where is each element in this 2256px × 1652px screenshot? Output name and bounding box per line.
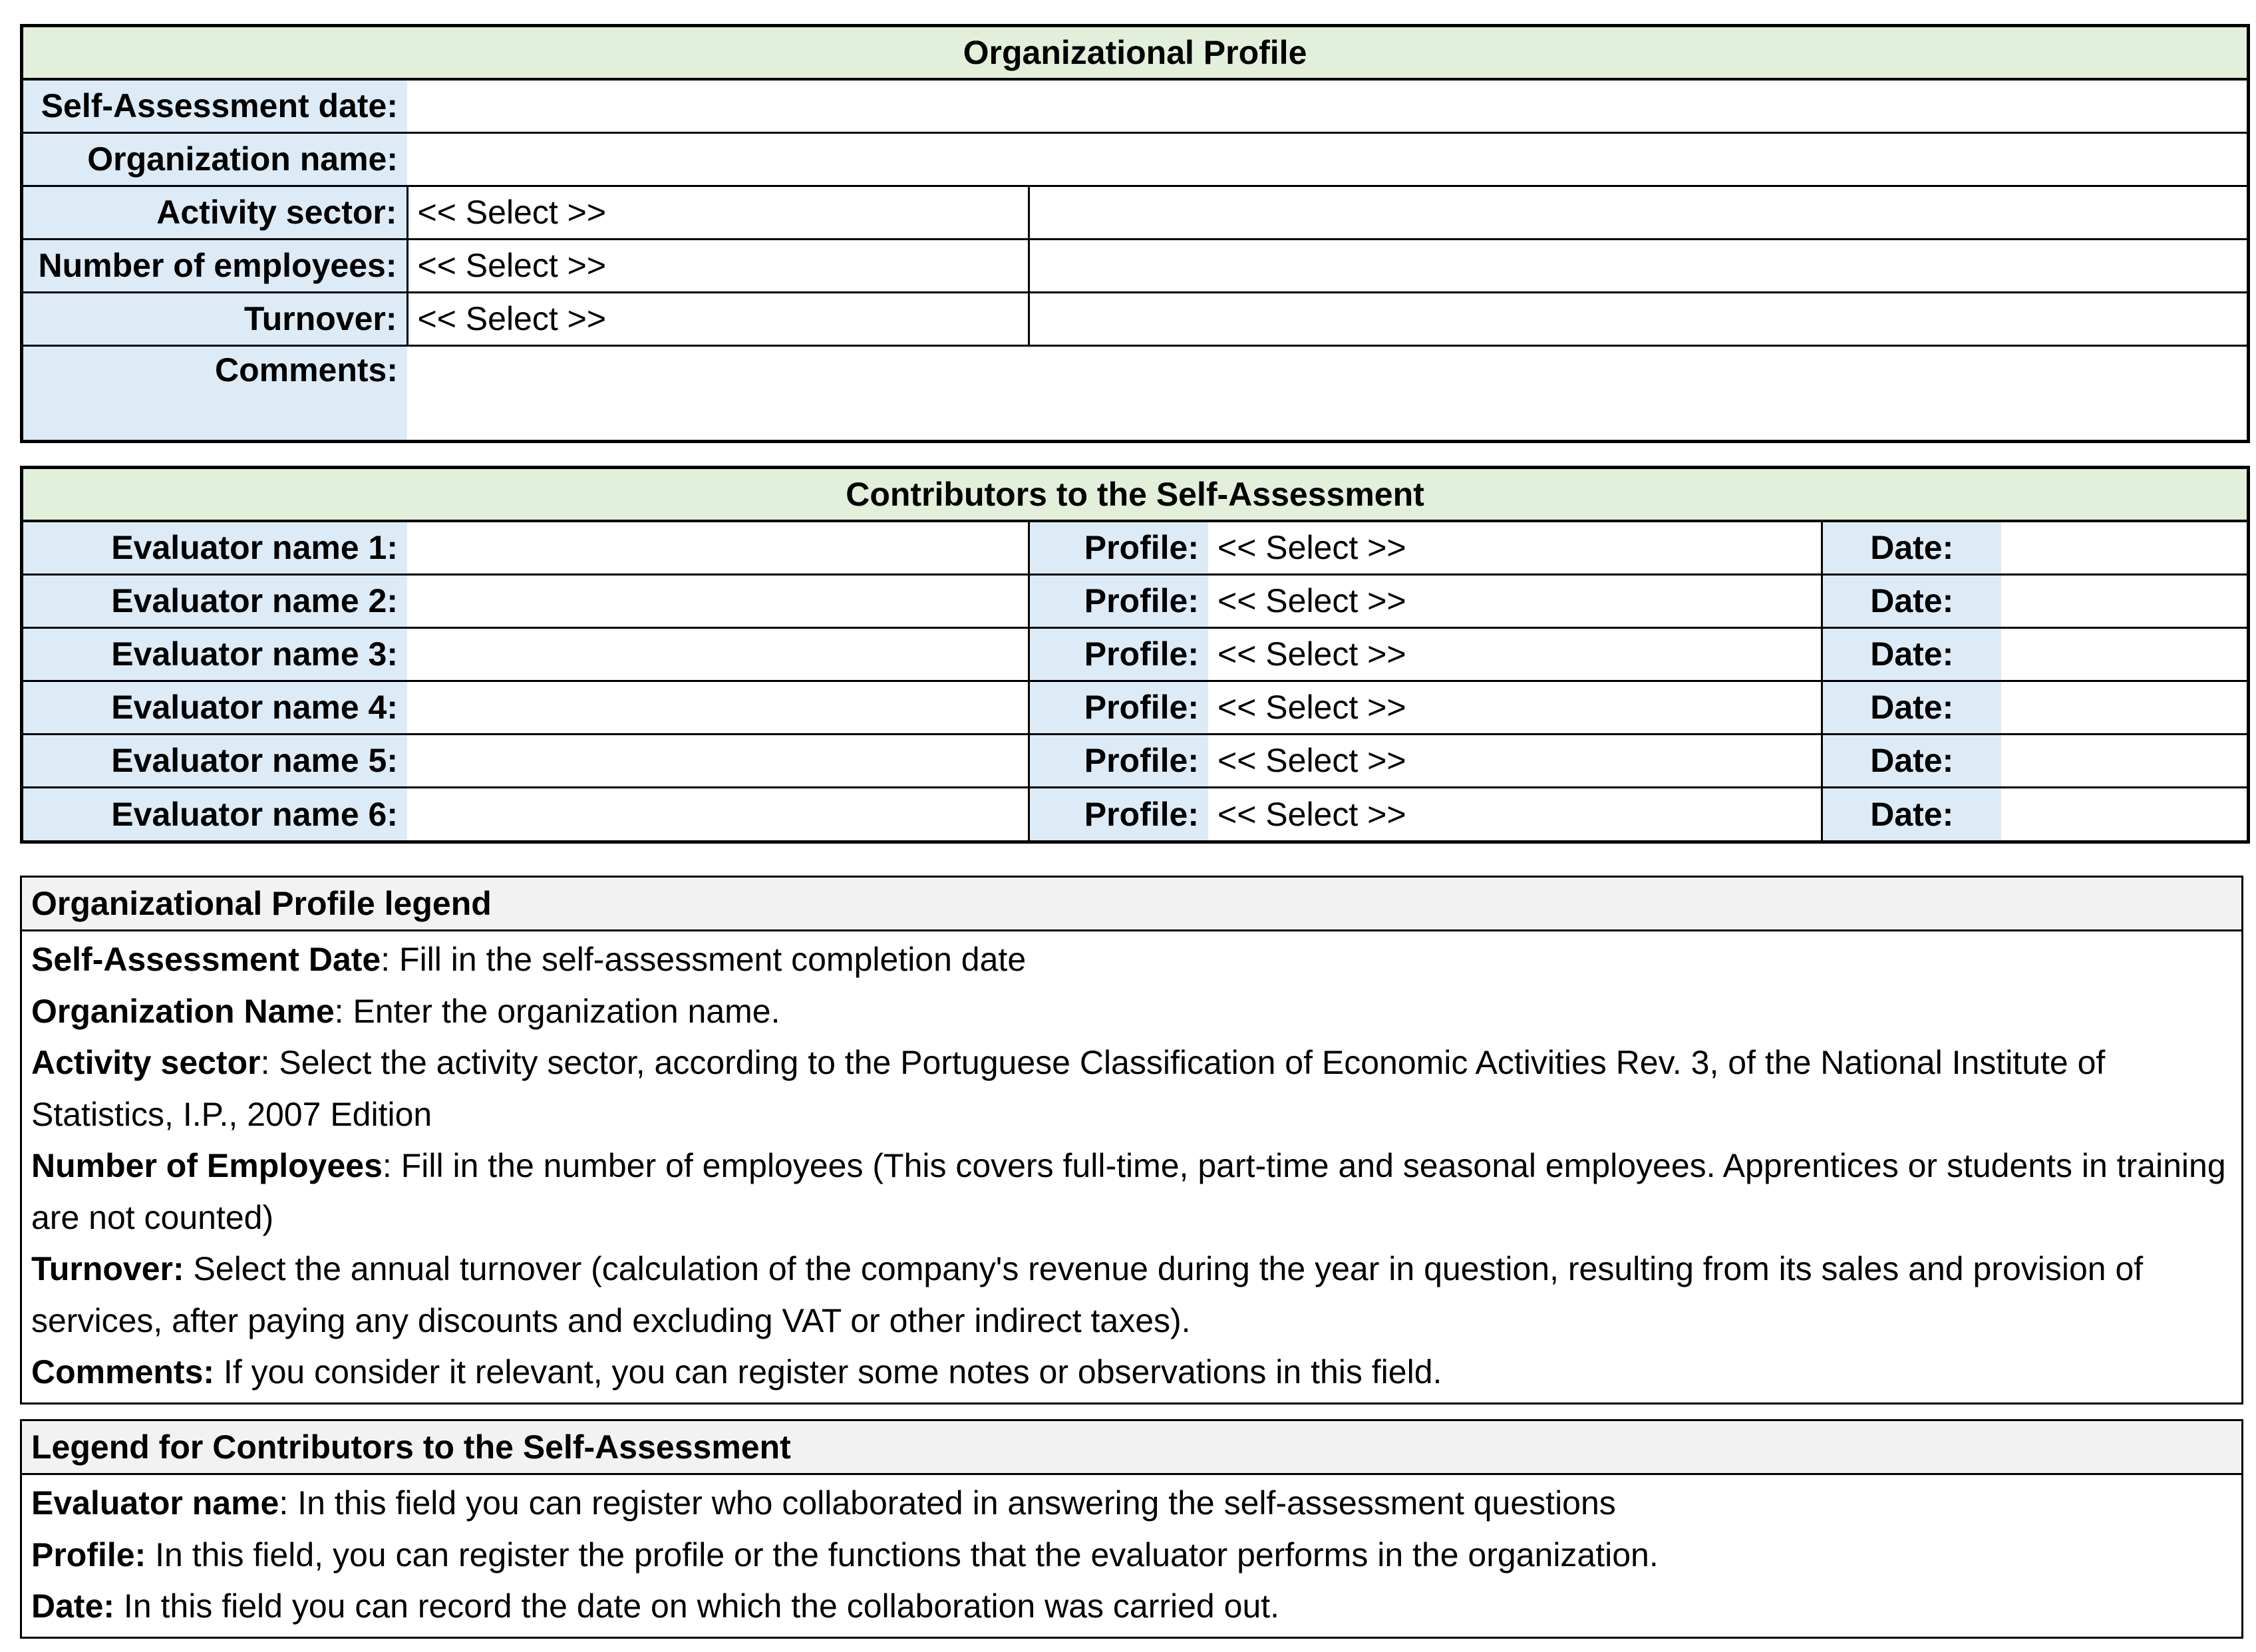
date-label: Date: bbox=[1822, 787, 2001, 840]
evaluator-name-input[interactable] bbox=[407, 681, 1029, 734]
org-profile-legend bbox=[20, 876, 2243, 1404]
legend-term: Comments: bbox=[31, 1353, 215, 1391]
profile-label: Profile: bbox=[1029, 734, 1208, 787]
profile-select[interactable]: << Select >> bbox=[1208, 627, 1822, 681]
organization-name-input[interactable] bbox=[407, 132, 2247, 186]
legend-term-separator: : bbox=[334, 992, 344, 1030]
date-input[interactable] bbox=[2001, 734, 2247, 787]
legend-term: Activity sector bbox=[31, 1044, 261, 1081]
contributor-row bbox=[23, 787, 2247, 840]
turnover-label: Turnover: bbox=[23, 292, 407, 345]
legend-term: Date: bbox=[31, 1587, 115, 1625]
contributors-legend-body bbox=[22, 1475, 2241, 1637]
number-of-employees-select[interactable]: << Select >> bbox=[407, 239, 1029, 292]
legend-description: In this field you can record the date on which the collaboration was carried out. bbox=[114, 1587, 1280, 1625]
comments-input[interactable] bbox=[407, 345, 2247, 440]
organization-name-label: Organization name: bbox=[23, 132, 407, 186]
contributor-row bbox=[23, 734, 2247, 787]
contributor-row bbox=[23, 681, 2247, 734]
evaluator-name-input[interactable] bbox=[407, 787, 1029, 840]
legend-item bbox=[31, 986, 2232, 1038]
date-input[interactable] bbox=[2001, 787, 2247, 840]
legend-item bbox=[31, 1037, 2232, 1140]
contributor-row bbox=[23, 627, 2247, 681]
org-profile-legend-title: Organizational Profile legend bbox=[22, 878, 2241, 931]
legend-term-separator: : bbox=[382, 1147, 392, 1184]
profile-label: Profile: bbox=[1029, 574, 1208, 627]
legend-term-separator: : bbox=[279, 1484, 289, 1522]
profile-label: Profile: bbox=[1029, 521, 1208, 574]
profile-select[interactable]: << Select >> bbox=[1217, 795, 1406, 833]
profile-select[interactable]: << Select >> bbox=[1208, 681, 1822, 734]
legend-term: Turnover: bbox=[31, 1250, 184, 1287]
legend-term: Self-Assessment Date bbox=[31, 941, 381, 978]
legend-term: Organization Name bbox=[31, 992, 335, 1030]
self-assessment-date-label: Self-Assessment date: bbox=[23, 79, 407, 132]
legend-description: If you consider it relevant, you can register some notes or observations in this field. bbox=[214, 1353, 1442, 1391]
profile-label: Profile: bbox=[1029, 627, 1208, 681]
contributor-row bbox=[23, 574, 2247, 627]
activity-sector-label: Activity sector: bbox=[23, 186, 407, 239]
legend-item bbox=[31, 1347, 2232, 1399]
profile-label: Profile: bbox=[1029, 787, 1208, 840]
evaluator-name-label: Evaluator name 6: bbox=[23, 787, 407, 840]
date-label: Date: bbox=[1822, 627, 2001, 681]
comments-label: Comments: bbox=[23, 345, 407, 440]
profile-select[interactable]: << Select >> bbox=[1208, 574, 1822, 627]
legend-description: Enter the organization name. bbox=[343, 992, 780, 1030]
date-input[interactable] bbox=[2001, 627, 2247, 681]
activity-sector-detail bbox=[1029, 186, 2247, 239]
turnover-detail bbox=[1029, 292, 2247, 345]
contributors-legend bbox=[20, 1419, 2243, 1639]
legend-description: Select the annual turnover (calculation of the company's revenue during the year in question, resulting from its sales and provision of services, after paying any discounts and excluding VAT or other indirect taxes). bbox=[31, 1250, 2144, 1339]
number-of-employees-label: Number of employees: bbox=[23, 239, 407, 292]
legend-term: Number of Employees bbox=[31, 1147, 383, 1184]
date-input[interactable] bbox=[2001, 521, 2247, 574]
activity-sector-select[interactable]: << Select >> bbox=[407, 186, 1029, 239]
date-input[interactable] bbox=[2001, 574, 2247, 627]
legend-item bbox=[31, 934, 2232, 986]
profile-select[interactable]: << Select >> bbox=[1208, 521, 1822, 574]
contributor-row bbox=[23, 521, 2247, 574]
organizational-profile-table bbox=[20, 24, 2250, 443]
legend-item bbox=[31, 1478, 2232, 1530]
legend-item bbox=[31, 1140, 2232, 1243]
self-assessment-date-input[interactable] bbox=[407, 79, 2247, 132]
org-profile-title: Organizational Profile bbox=[23, 27, 2247, 79]
legend-term: Profile: bbox=[31, 1536, 146, 1573]
contributors-table bbox=[20, 466, 2250, 844]
legend-item bbox=[31, 1581, 2232, 1633]
org-profile-legend-body bbox=[22, 931, 2241, 1403]
date-label: Date: bbox=[1822, 734, 2001, 787]
legend-description: In this field you can register who collaborated in answering the self-assessment questions bbox=[288, 1484, 1616, 1522]
legend-description: Select the activity sector, according to the Portuguese Classification of Economic Activities Rev. 3, of the National Institute of Statistics, I.P., 2007 Edition bbox=[31, 1044, 2106, 1133]
profile-select[interactable]: << Select >> bbox=[1208, 734, 1822, 787]
legend-description: Fill in the self-assessment completion date bbox=[390, 941, 1027, 978]
evaluator-name-input[interactable] bbox=[407, 521, 1029, 574]
date-input[interactable] bbox=[2001, 681, 2247, 734]
legend-description: Fill in the number of employees (This covers full-time, part-time and seasonal employees. Apprentices or students in training are not counted) bbox=[31, 1147, 2226, 1236]
legend-item bbox=[31, 1530, 2232, 1581]
legend-term-separator: : bbox=[260, 1044, 270, 1081]
evaluator-name-input[interactable] bbox=[407, 734, 1029, 787]
evaluator-name-label: Evaluator name 5: bbox=[23, 734, 407, 787]
date-label: Date: bbox=[1822, 521, 2001, 574]
number-of-employees-detail bbox=[1029, 239, 2247, 292]
profile-label: Profile: bbox=[1029, 681, 1208, 734]
legend-term-separator: : bbox=[381, 941, 391, 978]
evaluator-name-label: Evaluator name 1: bbox=[23, 521, 407, 574]
evaluator-name-input[interactable] bbox=[407, 627, 1029, 681]
date-label: Date: bbox=[1822, 681, 2001, 734]
contributors-legend-title: Legend for Contributors to the Self-Assessment bbox=[22, 1421, 2241, 1475]
legend-item bbox=[31, 1243, 2232, 1347]
contributors-title: Contributors to the Self-Assessment bbox=[23, 469, 2247, 521]
evaluator-name-label: Evaluator name 4: bbox=[23, 681, 407, 734]
evaluator-name-label: Evaluator name 3: bbox=[23, 627, 407, 681]
date-label: Date: bbox=[1822, 574, 2001, 627]
evaluator-name-input[interactable] bbox=[407, 574, 1029, 627]
turnover-select[interactable]: << Select >> bbox=[407, 292, 1029, 345]
legend-term: Evaluator name bbox=[31, 1484, 279, 1522]
legend-description: In this field, you can register the profile or the functions that the evaluator performs in the organization. bbox=[146, 1536, 1659, 1573]
evaluator-name-label: Evaluator name 2: bbox=[23, 574, 407, 627]
